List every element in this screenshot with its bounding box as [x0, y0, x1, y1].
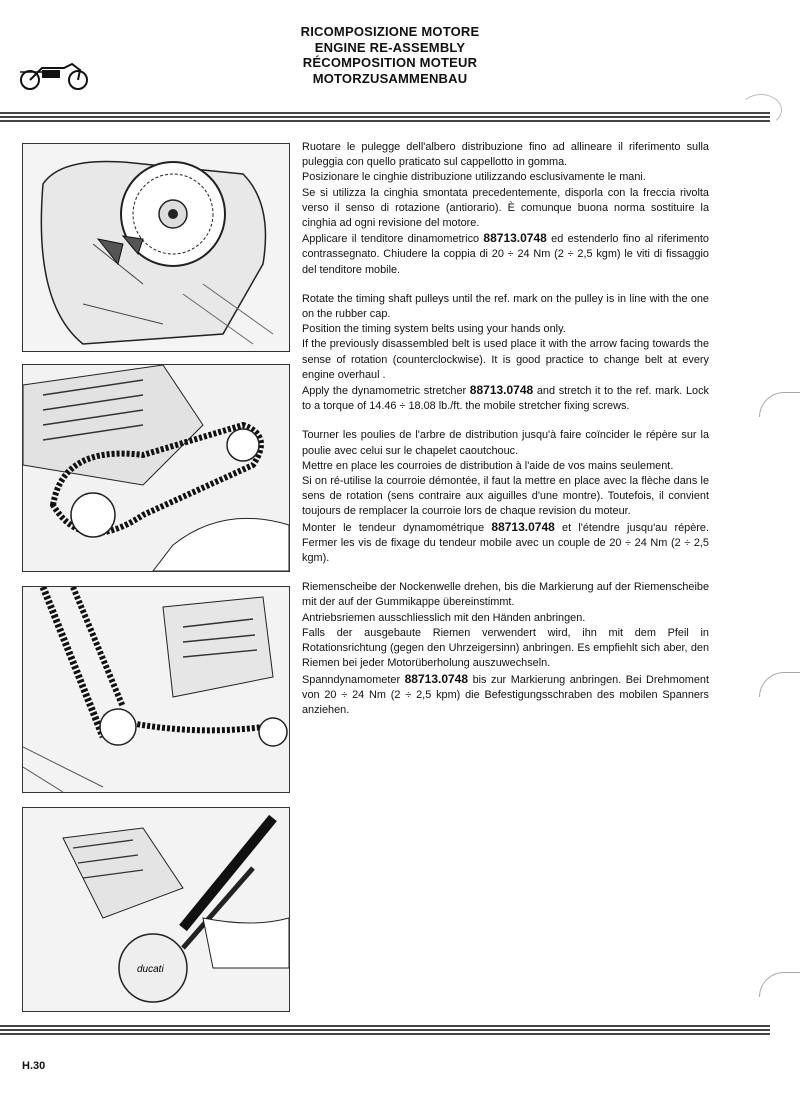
section-italian: Ruotare le pulegge dell'albero distribuzione fino ad allineare il riferimento sulla puleggia con quello praticato sul cappellotto in gomma. Posizionare le cinghie distribuzione utilizzando esclusivamente le mani. Se si utilizza la cinghia smontata precedentemente, disporla con la freccia rivolta verso il senso di rotazione (antiorario). È comunque buona norma sostituire la cinghia ad ogni revisione del motore. Applicare il tenditore dinamometrico 88713.0748 ed estenderlo fino al riferimento contrassegnato. Chiudere la coppia di 20 ÷ 24 Nm (2 ÷ 2,5 kgm) le viti di fissaggio del tenditore mobile.: [302, 141, 709, 276]
section-german: Riemenscheibe der Nockenwelle drehen, bis die Markierung auf der Riemenscheibe mit der auf der Gummikappe übereinstimmt. Antriebsriemen ausschliesslich mit den Händen anbringen. Falls der ausgebaute Riemen verwendert wird, ihn mit dem Pfeil in Rotationsrichtung (gegen den Uhrzeigersinn) anbringen. Es empfiehlt sich aber, den Riemen bei jeder Motorüberholung auszuwechseln. Spanndynamometer 88713.0748 bis zur Markierung anbringen. Bei Drehmoment von 20 ÷ 24 Nm (2 ÷ 2,5 kpm) die Befestigungsschraben des mobilen Spanners anziehen.: [302, 581, 709, 716]
page-edge-mark: [759, 672, 800, 697]
figure-belt-routing: [22, 586, 290, 793]
section-french: Tourner les poulies de l'arbre de distribution jusqu'à faire coïncider le répère sur la poulie avec celui sur le chapelet caoutchouc. Mettre en place les courroies de distribution à l'aide de vos mains seulement. Si on ré-utilise la courroie démontée, il faut la mettre en place avec la flèche dans le sens de rotation (sens contraire aux aiguilles d'une montre). Toutefois, il convient toujours de remplacer la courroie lors de chaque revision du moteur. Monter le tendeur dynamométrique 88713.0748 et l'étendre jusqu'au répère. Fermer les vis de fixage du tendeur mobile avec un couple de 20 ÷ 24 Nm (2 ÷ 2,5 kgm).: [302, 429, 710, 565]
page-number: H.30: [22, 1060, 46, 1072]
page-title: [250, 24, 530, 86]
page-edge-mark: [759, 392, 800, 417]
title-french: RÉCOMPOSITION MOTEUR: [302, 55, 478, 70]
page-edge-mark: [759, 972, 800, 997]
footer-rule: [0, 1025, 770, 1039]
title-italian: RICOMPOSIZIONE MOTORE: [300, 24, 480, 39]
figure-belt-installation: [22, 364, 290, 572]
motorcycle-logo-icon: [14, 58, 94, 92]
instruction-text: [302, 140, 709, 732]
header-rule: [0, 112, 770, 126]
ducati-cover-logo: ducati: [137, 964, 164, 975]
tool-code: 88713.0748: [491, 519, 555, 534]
figure-tensioner-tool: [22, 807, 290, 1012]
title-english: ENGINE RE-ASSEMBLY: [314, 39, 466, 55]
title-german: MOTORZUSAMMENBAU: [312, 70, 468, 86]
tool-code: 88713.0748: [404, 671, 469, 686]
figure-pulley-alignment: [22, 143, 290, 352]
tool-code: 88713.0748: [483, 231, 547, 246]
section-english: Rotate the timing shaft pulleys until the ref. mark on the pulley is in line with the one on the rubber cap. Position the timing system belts using your hands only. If the previously disassembled belt is used place it with the arrow facing towards the sense of rotation (counterclockwise). It is good practice to change belt at every engine overhaul . Apply the dynamometric stretcher 88713.0748 and stretch it to the ref. mark. Lock to a torque of 14.46 ÷ 18.08 lb./ft. the mobile stretcher fixing screws.: [302, 292, 709, 413]
tool-code: 88713.0748: [469, 383, 534, 398]
